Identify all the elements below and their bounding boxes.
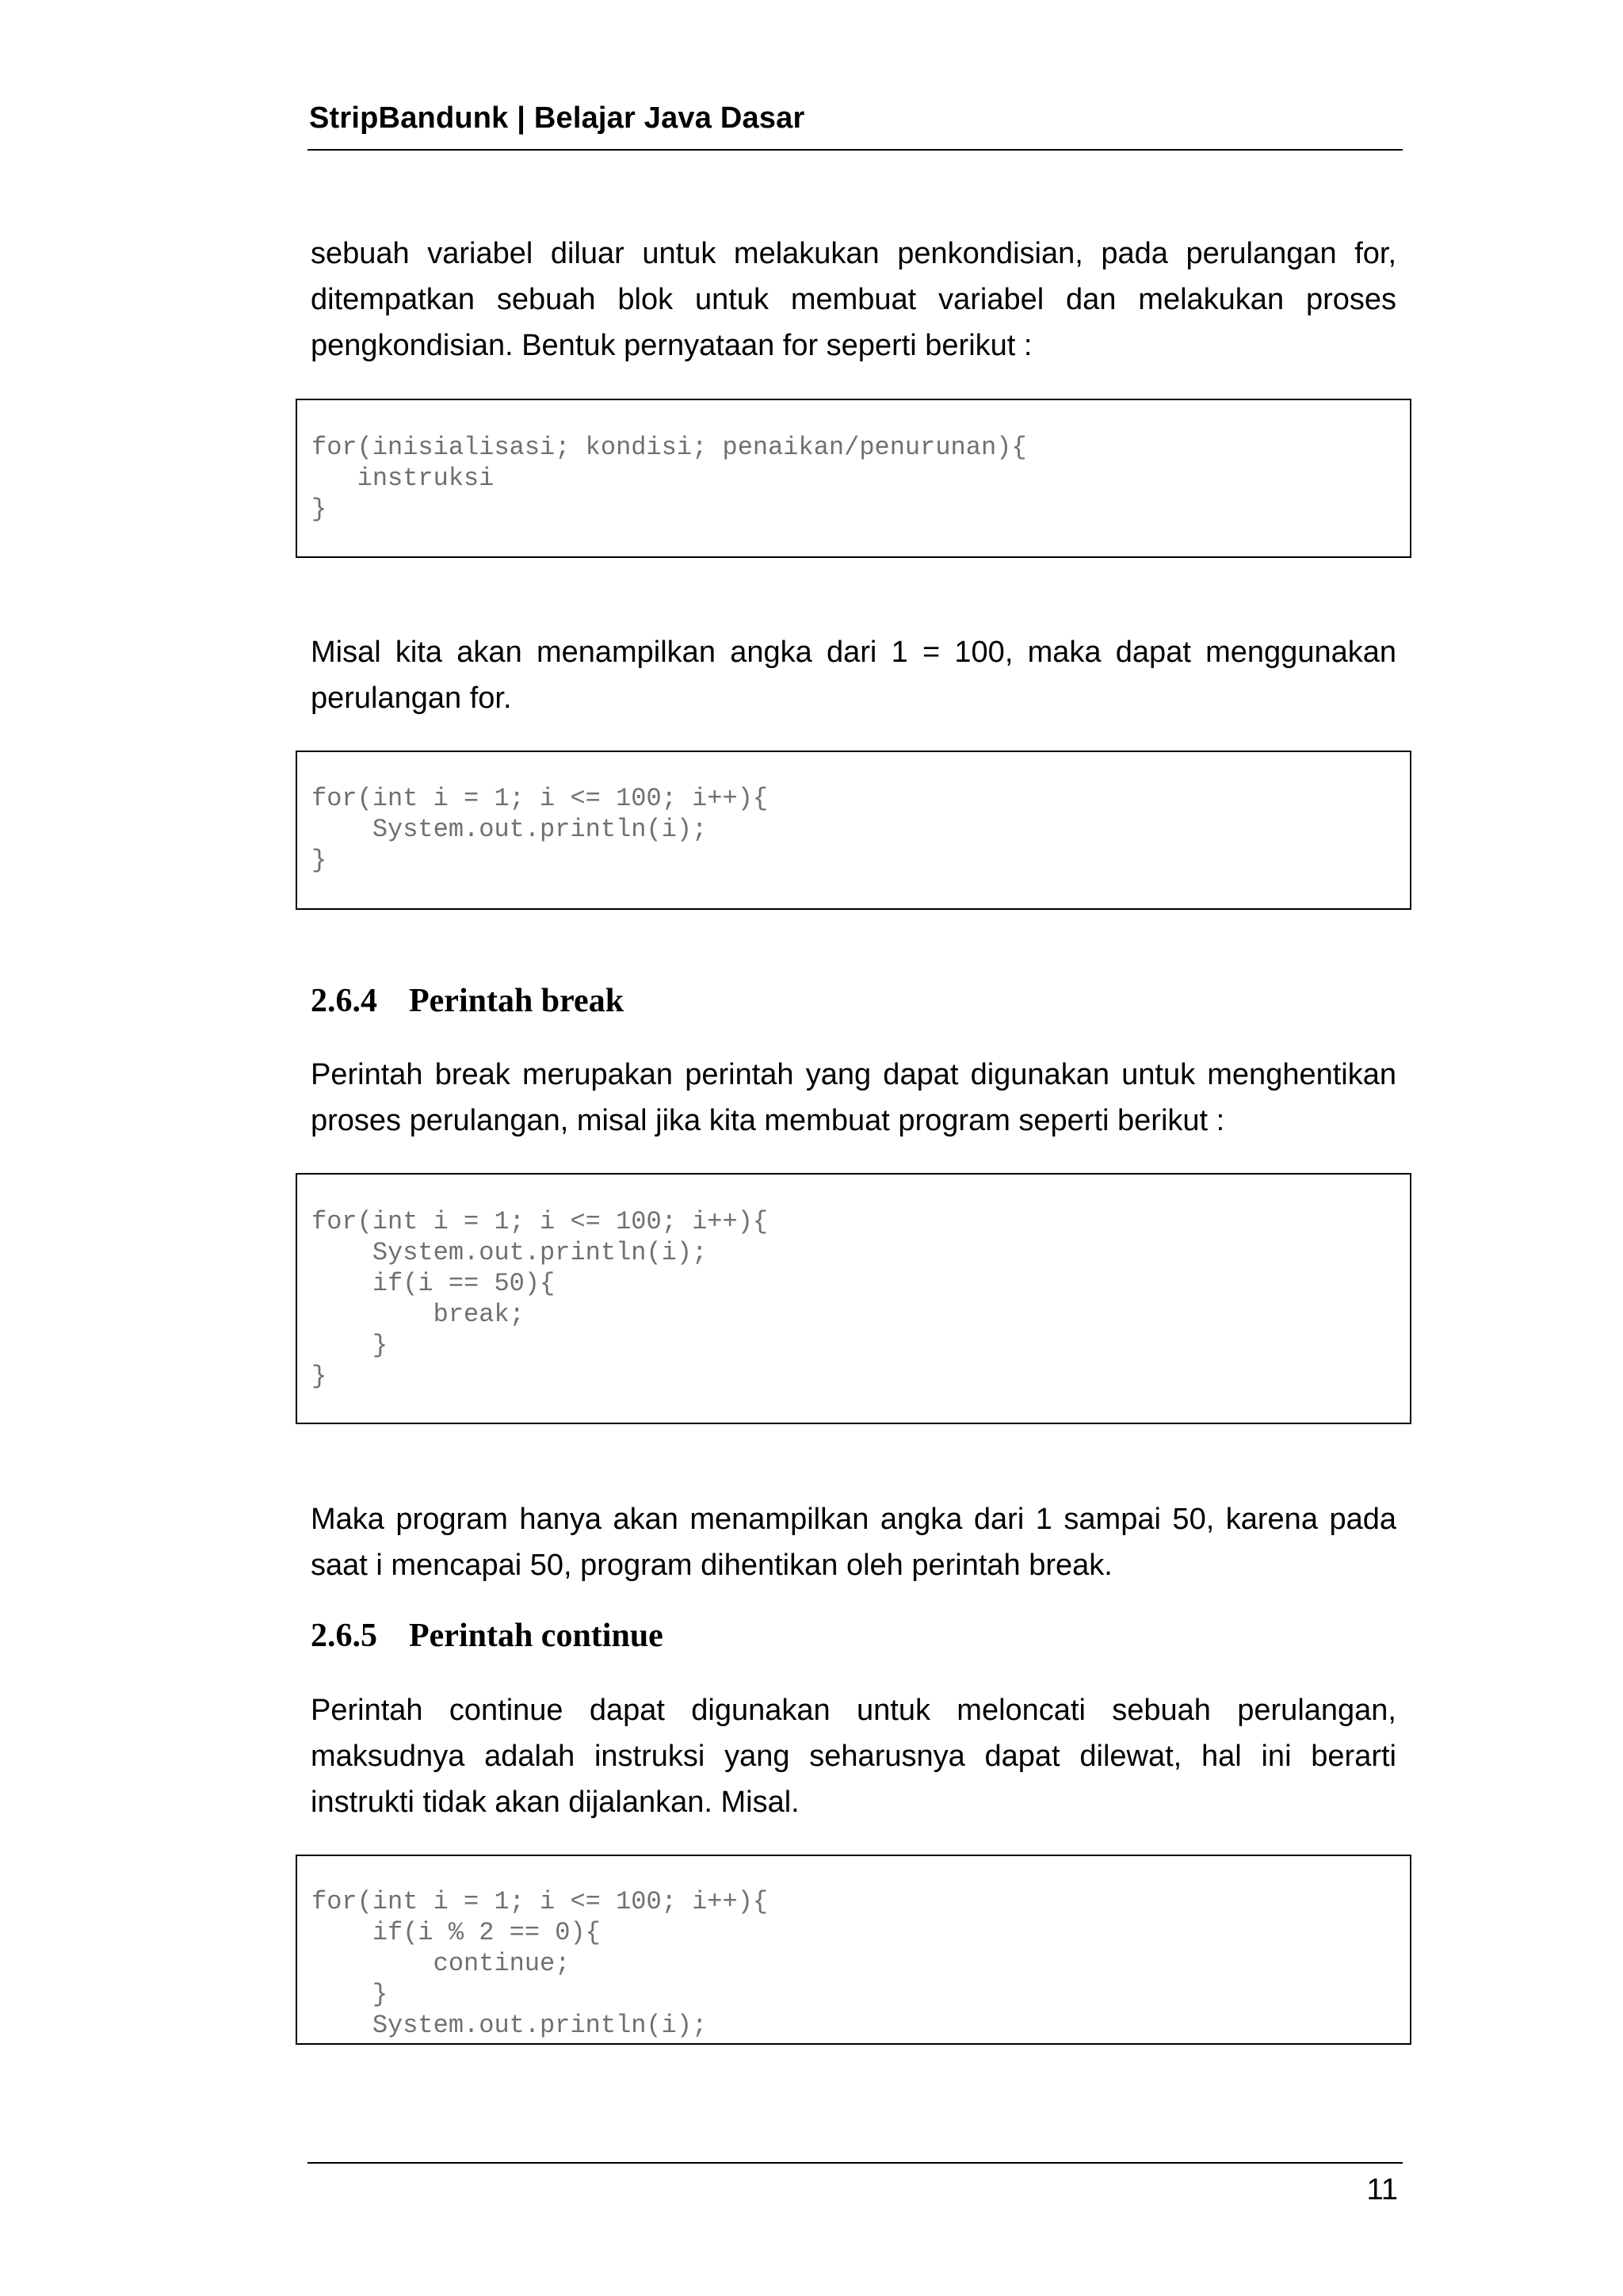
paragraph-line: Perintah continue dapat digunakan untuk meloncati sebuah perulangan, bbox=[311, 1694, 1396, 1727]
paragraph-for-intro bbox=[311, 231, 1396, 369]
paragraph-line: pengkondisian. Bentuk pernyataan for seperti berikut : bbox=[311, 329, 1033, 362]
paragraph-line: ditempatkan sebuah blok untuk membuat variabel dan melakukan proses bbox=[311, 283, 1396, 316]
section-heading-continue bbox=[311, 1616, 663, 1656]
paragraph-break-intro bbox=[311, 1052, 1396, 1144]
code-text: for(int i = 1; i <= 100; i++){ System.out.println(i); } bbox=[311, 784, 769, 875]
paragraph-continue-intro bbox=[311, 1687, 1396, 1825]
running-header bbox=[307, 94, 1403, 151]
code-block-continue-example bbox=[296, 1855, 1411, 2045]
paragraph-line: saat i mencapai 50, program dihentikan oleh perintah break. bbox=[311, 1549, 1113, 1582]
paragraph-line: maksudnya adalah instruksi yang seharusnya dapat dilewat, hal ini berarti bbox=[311, 1740, 1396, 1773]
section-title: Perintah continue bbox=[409, 1618, 663, 1654]
paragraph-line: instrukti tidak akan dijalankan. Misal. bbox=[311, 1786, 800, 1819]
section-number: 2.6.4 bbox=[311, 983, 377, 1019]
document-title: StripBandunk | Belajar Java Dasar bbox=[309, 101, 805, 135]
paragraph-line: perulangan for. bbox=[311, 682, 512, 715]
code-text: for(int i = 1; i <= 100; i++){ System.out.println(i); if(i == 50){ break; } } bbox=[311, 1207, 769, 1391]
code-block-for-syntax bbox=[296, 399, 1411, 558]
code-block-for-example bbox=[296, 751, 1411, 910]
paragraph-for-example-intro bbox=[311, 629, 1396, 721]
running-footer bbox=[307, 2162, 1403, 2211]
paragraph-break-result bbox=[311, 1496, 1396, 1588]
section-title: Perintah break bbox=[409, 983, 624, 1019]
page-number: 11 bbox=[1366, 2173, 1398, 2206]
code-text: for(inisialisasi; kondisi; penaikan/penurunan){ instruksi } bbox=[311, 433, 1027, 524]
section-number: 2.6.5 bbox=[311, 1618, 377, 1654]
section-heading-break bbox=[311, 981, 624, 1021]
code-text: for(int i = 1; i <= 100; i++){ if(i % 2 == 0){ continue; } System.out.println(i); bbox=[311, 1887, 769, 2040]
paragraph-line: proses perulangan, misal jika kita membuat program seperti berikut : bbox=[311, 1104, 1225, 1137]
paragraph-line: sebuah variabel diluar untuk melakukan penkondisian, pada perulangan for, bbox=[311, 237, 1396, 270]
paragraph-line: Perintah break merupakan perintah yang dapat digunakan untuk menghentikan bbox=[311, 1058, 1396, 1091]
paragraph-line: Misal kita akan menampilkan angka dari 1 = 100, maka dapat menggunakan bbox=[311, 636, 1396, 669]
paragraph-line: Maka program hanya akan menampilkan angka dari 1 sampai 50, karena pada bbox=[311, 1503, 1396, 1536]
code-block-break-example bbox=[296, 1173, 1411, 1424]
